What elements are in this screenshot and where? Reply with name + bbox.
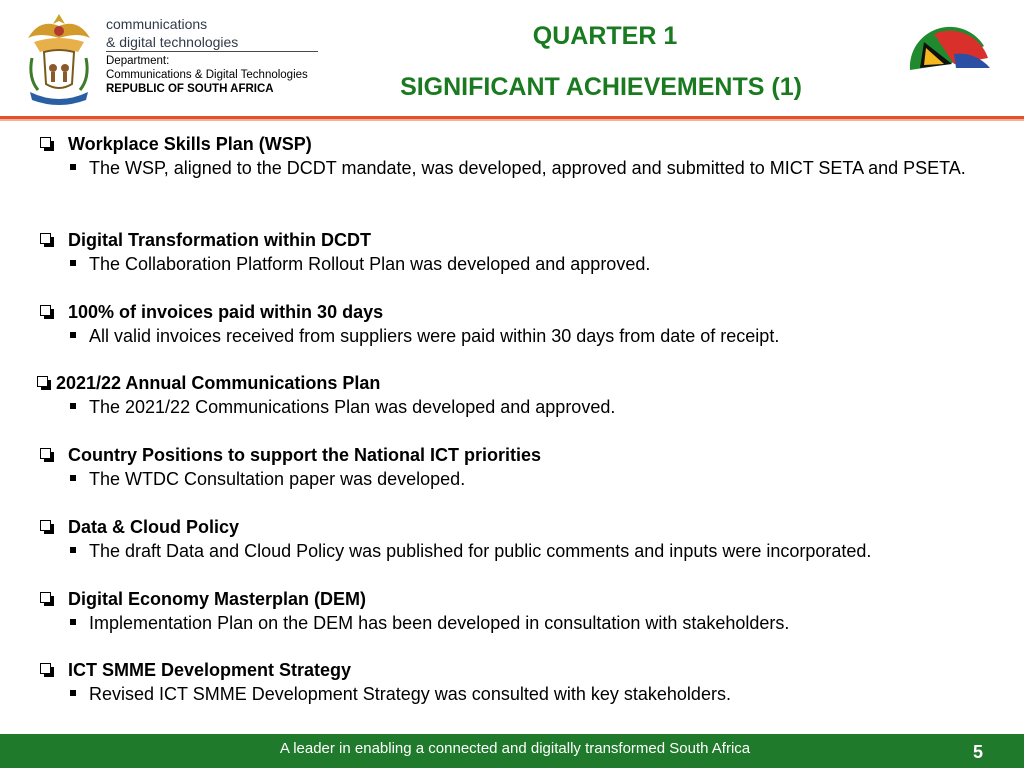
country-name: REPUBLIC OF SOUTH AFRICA (106, 83, 274, 95)
department-full-name: Communications & Digital Technologies (106, 69, 308, 81)
square-bullet-icon (70, 164, 76, 170)
square-bullet-icon (70, 332, 76, 338)
hollow-square-bullet-icon (40, 663, 54, 676)
item-heading: Data & Cloud Policy (68, 517, 240, 537)
item-heading: 2021/22 Annual Communications Plan (56, 373, 381, 393)
square-bullet-icon (70, 619, 76, 625)
square-bullet-icon (70, 690, 76, 696)
item-bullet-text: Revised ICT SMME Development Strategy was consulted with key stakeholders. (89, 684, 731, 704)
item-heading: Digital Economy Masterplan (DEM) (68, 589, 367, 609)
item-heading: ICT SMME Development Strategy (68, 660, 352, 680)
item-bullet-text: The draft Data and Cloud Policy was published for public comments and inputs were incorporated. (89, 541, 872, 561)
item-bullet-text: The Collaboration Platform Rollout Plan was developed and approved. (89, 254, 651, 274)
hollow-square-bullet-icon (40, 520, 54, 533)
department-label: Department: (106, 55, 170, 67)
hollow-square-bullet-icon (40, 305, 54, 318)
wordmark-divider (106, 51, 318, 52)
slide-title-line-2: SIGNIFICANT ACHIEVEMENTS (1) (400, 73, 802, 101)
page-number: 5 (973, 742, 984, 762)
item-heading: Country Positions to support the National ICT priorities (68, 445, 542, 465)
footer-tagline: A leader in enabling a connected and digitally transformed South Africa (279, 740, 751, 757)
hollow-square-bullet-icon (40, 448, 54, 461)
ndp-2030-logo-icon (904, 24, 994, 108)
department-wordmark-line-1: communications (106, 16, 208, 32)
item-bullet-text: The 2021/22 Communications Plan was developed and approved. (89, 397, 616, 417)
slide-header (0, 0, 1024, 116)
item-heading: 100% of invoices paid within 30 days (68, 302, 384, 322)
hollow-square-bullet-icon (40, 233, 54, 246)
item-bullet-text: Implementation Plan on the DEM has been developed in consultation with stakeholders. (89, 613, 790, 633)
header-rule-shade (0, 119, 1024, 121)
square-bullet-icon (70, 547, 76, 553)
item-bullet-text: The WSP, aligned to the DCDT mandate, was developed, approved and submitted to MICT SETA and PSETA. (89, 158, 966, 178)
hollow-square-bullet-icon (37, 376, 51, 389)
square-bullet-icon (70, 475, 76, 481)
square-bullet-icon (70, 260, 76, 266)
slide-title-line-1: QUARTER 1 (532, 22, 678, 50)
department-wordmark-line-2: & digital technologies (106, 34, 239, 50)
item-bullet-text: All valid invoices received from suppliers were paid within 30 days from date of receipt. (89, 326, 780, 346)
item-heading: Workplace Skills Plan (WSP) (68, 134, 312, 154)
slide-footer (0, 734, 1024, 768)
item-bullet-text: The WTDC Consultation paper was developed. (89, 469, 466, 489)
square-bullet-icon (70, 403, 76, 409)
item-heading: Digital Transformation within DCDT (68, 230, 372, 250)
hollow-square-bullet-icon (40, 137, 54, 150)
hollow-square-bullet-icon (40, 592, 54, 605)
